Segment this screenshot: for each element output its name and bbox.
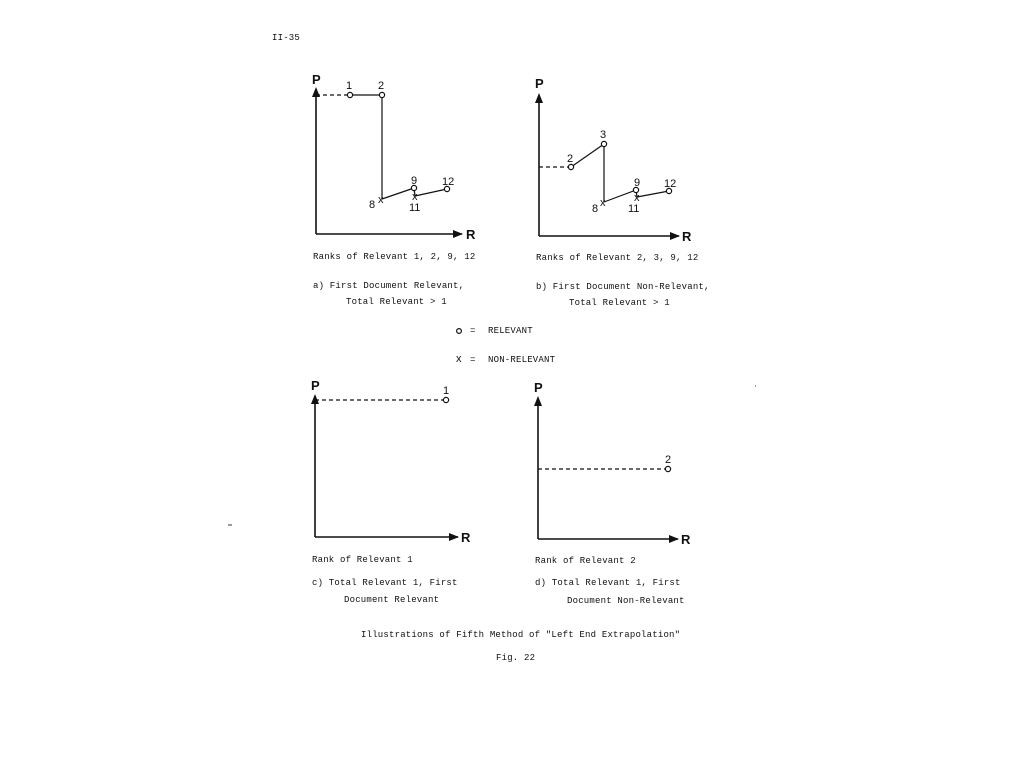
panel-a-x-label: R xyxy=(466,227,476,242)
panel-d-ranks: Rank of Relevant 2 xyxy=(535,556,636,566)
panel-a-segment xyxy=(382,188,414,199)
panel-c-caption-1: c) Total Relevant 1, First xyxy=(312,578,458,588)
panel-b-segment xyxy=(637,191,669,197)
panel-c-point-label: 1 xyxy=(443,385,450,397)
legend-relevant-label: RELEVANT xyxy=(488,326,533,336)
panel-a-relevant-point xyxy=(379,92,384,97)
panel-d xyxy=(534,380,691,606)
legend-equals: = xyxy=(470,355,476,365)
panel-c-relevant-point xyxy=(443,397,448,402)
panel-b-caption-2: Total Relevant > 1 xyxy=(569,298,670,308)
panel-d-y-arrow xyxy=(534,396,542,406)
panel-c-caption-2: Document Relevant xyxy=(344,595,440,605)
panel-a-relevant-point xyxy=(347,92,352,97)
panel-a-point-label: 11 xyxy=(409,202,421,214)
legend-nonrelevant-label: NON-RELEVANT xyxy=(488,355,556,365)
panel-c-x-label: R xyxy=(461,530,471,545)
panel-b-x-arrow xyxy=(670,232,680,240)
panel-a-caption-1: a) First Document Relevant, xyxy=(313,281,465,291)
legend xyxy=(456,326,556,365)
panel-a-point-label: 2 xyxy=(378,80,385,92)
panel-b-relevant-point xyxy=(568,164,573,169)
panel-b-segment xyxy=(604,190,636,202)
panel-d-y-label: P xyxy=(534,380,543,395)
panel-b-point-label: 3 xyxy=(600,129,607,141)
panel-c-y-arrow xyxy=(311,394,319,404)
panel-d-caption-1: d) Total Relevant 1, First xyxy=(535,578,681,588)
panel-b-point-label: 9 xyxy=(634,177,641,189)
legend-equals: = xyxy=(470,326,476,336)
panel-b-y-label: P xyxy=(535,76,544,91)
panel-a-ranks: Ranks of Relevant 1, 2, 9, 12 xyxy=(313,252,476,262)
panel-a-point-label: 8 xyxy=(369,199,376,211)
panel-b-point-label: 12 xyxy=(664,178,677,190)
panel-a-nonrelevant-point: x xyxy=(412,191,418,203)
panel-a-point-label: 12 xyxy=(442,176,455,188)
panel-b-point-label: 11 xyxy=(628,203,640,215)
legend-nonrelevant-symbol: x xyxy=(456,353,462,365)
panel-a-x-arrow xyxy=(453,230,463,238)
panel-d-point-label: 2 xyxy=(665,454,672,466)
panel-c-ranks: Rank of Relevant 1 xyxy=(312,555,413,565)
panel-b xyxy=(535,76,710,308)
legend-relevant-symbol xyxy=(457,329,462,334)
panel-d-caption-2: Document Non-Relevant xyxy=(567,596,685,606)
panel-b-nonrelevant-point: x xyxy=(634,192,640,204)
panel-a-point-label: 9 xyxy=(411,175,418,187)
page-number: II-35 xyxy=(272,33,301,43)
panel-d-x-label: R xyxy=(681,532,691,547)
panel-b-ranks: Ranks of Relevant 2, 3, 9, 12 xyxy=(536,253,699,263)
panel-b-relevant-point xyxy=(601,141,606,146)
panel-a-caption-2: Total Relevant > 1 xyxy=(346,297,447,307)
panel-a-segment xyxy=(415,189,447,196)
panel-b-segment xyxy=(571,144,604,167)
panel-a-nonrelevant-point: x xyxy=(378,194,384,206)
panel-b-y-arrow xyxy=(535,93,543,103)
panel-c xyxy=(311,378,471,605)
panel-a xyxy=(312,72,476,307)
panel-c-x-arrow xyxy=(449,533,459,541)
figure-caption: Illustrations of Fifth Method of "Left End Extrapolation" xyxy=(361,630,681,640)
panel-a-point-label: 1 xyxy=(346,80,353,92)
panel-b-point-label: 8 xyxy=(592,203,599,215)
figure-number: Fig. 22 xyxy=(496,653,536,663)
panel-b-x-label: R xyxy=(682,229,692,244)
panel-a-y-label: P xyxy=(312,72,321,87)
panel-b-caption-1: b) First Document Non-Relevant, xyxy=(536,282,710,292)
panel-b-point-label: 2 xyxy=(567,153,574,165)
panel-d-x-arrow xyxy=(669,535,679,543)
panel-c-y-label: P xyxy=(311,378,320,393)
panel-d-relevant-point xyxy=(665,466,670,471)
panel-b-nonrelevant-point: x xyxy=(600,197,606,209)
